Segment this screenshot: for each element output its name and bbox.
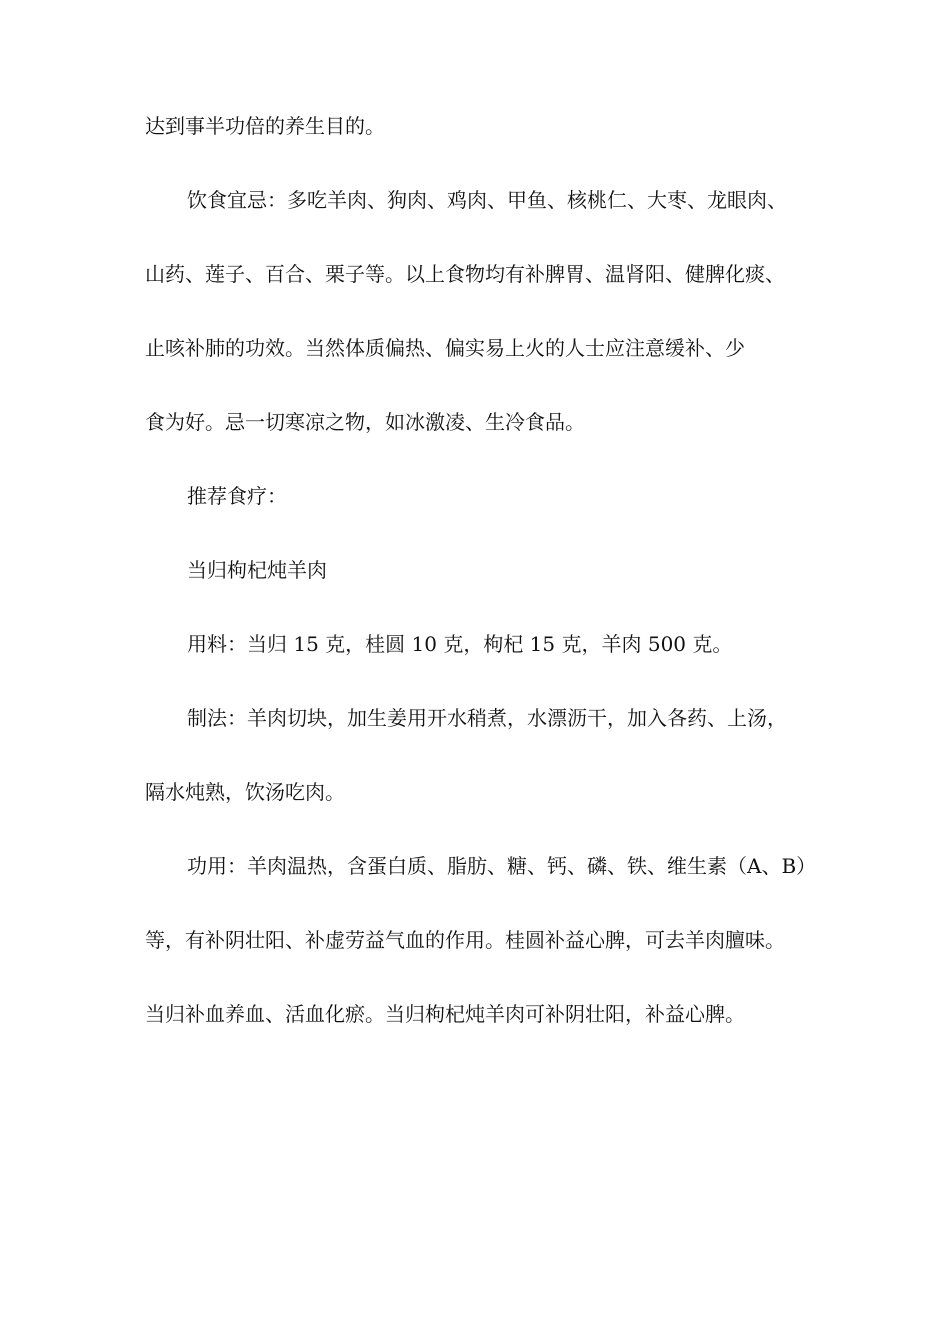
paragraph-diet-line: 山药、莲子、百合、栗子等。以上食物均有补脾胃、温肾阳、健脾化痰、 [145, 262, 785, 286]
paragraph-diet-line: 饮食宜忌：多吃羊肉、狗肉、鸡肉、甲鱼、核桃仁、大枣、龙眼肉、 [187, 188, 787, 212]
recipe-method-line: 制法：羊肉切块，加生姜用开水稍煮，水漂沥干，加入各药、上汤， [187, 706, 787, 730]
section-heading-recommended: 推荐食疗： [187, 484, 287, 508]
recipe-effect-line: 当归补血养血、活血化瘀。当归枸杞炖羊肉可补阴壮阳，补益心脾。 [145, 1002, 745, 1026]
recipe-ingredients: 用料：当归 15 克，桂圆 10 克，枸杞 15 克，羊肉 500 克。 [187, 632, 733, 656]
recipe-effect-line: 等，有补阴壮阳、补虚劳益气血的作用。桂圆补益心脾，可去羊肉膻味。 [145, 928, 785, 952]
recipe-method-line: 隔水炖熟，饮汤吃肉。 [145, 780, 345, 804]
paragraph-line: 达到事半功倍的养生目的。 [145, 114, 385, 138]
recipe-title: 当归枸杞炖羊肉 [187, 558, 327, 582]
paragraph-diet-line: 食为好。忌一切寒凉之物，如冰激凌、生冷食品。 [145, 410, 585, 434]
paragraph-diet-line: 止咳补肺的功效。当然体质偏热、偏实易上火的人士应注意缓补、少 [145, 336, 745, 360]
document-body [145, 114, 825, 1026]
recipe-effect-line: 功用：羊肉温热，含蛋白质、脂肪、糖、钙、磷、铁、维生素（A、B） [187, 854, 817, 878]
